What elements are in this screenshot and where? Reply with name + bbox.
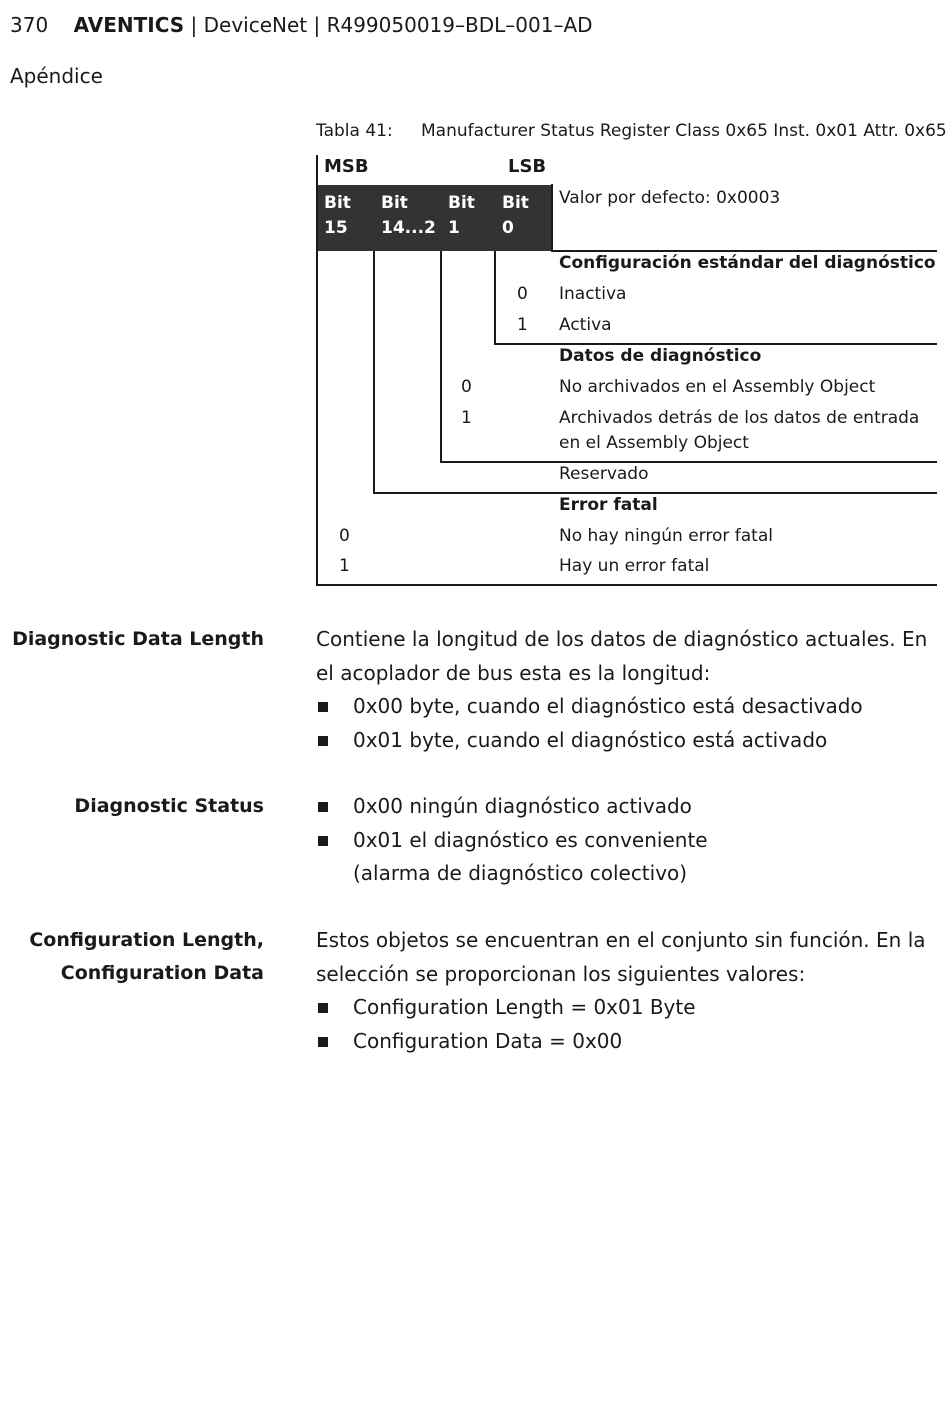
entry-body-diagnostic-status [316,790,941,891]
default-value: Valor por defecto: 0x0003 [559,188,781,208]
bit-value: 1 [461,408,472,428]
entry-text: Estos objetos se encuentran en el conjunto sin función. En la selección se proporcionan los siguientes valores: [316,928,926,986]
entry-body-configuration [316,924,941,1058]
entry-text: Contiene la longitud de los datos de diagnóstico actuales. En el acoplador de bus esta es la longitud: [316,627,928,685]
bullet-square-icon [318,736,328,746]
bit-0-header: Bit 0 [502,193,529,238]
group-title-standard-diagnosis: Configuración estándar del diagnóstico [559,253,936,273]
group-title-fatal-error: Error fatal [559,495,658,515]
bit-1-rule [440,461,937,463]
list-item: 0x01 el diagnóstico es conveniente [316,824,941,858]
bit-meaning: No archivados en el Assembly Object [559,377,876,397]
list-item: 0x00 byte, cuando el diagnóstico está desactivado [316,690,941,724]
bullet-square-icon [318,802,328,812]
lsb-label: LSB [508,156,547,177]
bit-meaning: Inactiva [559,284,627,304]
page-number: 370 [10,13,49,37]
table-caption [316,121,947,141]
bit-0-line [494,251,496,344]
entry-label-diagnostic-status: Diagnostic Status [74,795,264,817]
msb-label: MSB [324,156,369,177]
table-left-border [316,155,318,586]
bullet-square-icon [318,1037,328,1047]
list-item: 0x00 ningún diagnóstico activado [316,790,941,824]
bit-1-header: Bit 1 [448,193,475,238]
bit-15-header: Bit 15 [324,193,351,238]
list-item: Configuration Data = 0x00 [316,1025,941,1059]
document-id: | DeviceNet | R499050019–BDL–001–AD [184,13,593,37]
list-item: Configuration Length = 0x01 Byte [316,991,941,1025]
bit-0-rule [494,343,937,345]
bit-value: 0 [339,526,350,546]
header-rule [551,250,937,252]
bit-meaning: Hay un error fatal [559,556,710,576]
bit-meaning-continued: en el Assembly Object [559,433,749,453]
bit-meaning: No hay ningún error fatal [559,526,773,546]
bit-14-2-rule [373,492,937,494]
group-title-reserved: Reservado [559,464,649,484]
bit-1-line [440,251,442,462]
entry-label-configuration: Configuration Length, Configuration Data [29,929,264,984]
list-item: 0x01 byte, cuando el diagnóstico está activado [316,724,941,758]
brand-name: AVENTICS [73,13,185,37]
bit-value: 0 [517,284,528,304]
bit-value: 1 [339,556,350,576]
bit-value: 0 [461,377,472,397]
table-bottom-rule [316,584,937,586]
bit-meaning: Archivados detrás de los datos de entrada [559,408,920,428]
bit-14-2-header: Bit 14...2 [381,193,436,238]
list-item-continued: (alarma de diagnóstico colectivo) [353,861,688,885]
table-title: Manufacturer Status Register Class 0x65 Inst. 0x01 Attr. 0x65 [421,121,947,141]
bullet-square-icon [318,702,328,712]
bit-value: 1 [517,315,528,335]
bit-meaning: Activa [559,315,612,335]
header-divider [551,184,553,251]
section-title: Apéndice [10,64,103,88]
bullet-square-icon [318,1003,328,1013]
bullet-square-icon [318,836,328,846]
group-title-diagnostic-data: Datos de diagnóstico [559,346,762,366]
entry-body-diagnostic-data-length [316,623,941,757]
table-number: Tabla 41: [316,121,393,141]
page-header [10,13,593,37]
entry-label-diagnostic-data-length: Diagnostic Data Length [12,628,264,650]
bit-14-2-line [373,251,375,493]
